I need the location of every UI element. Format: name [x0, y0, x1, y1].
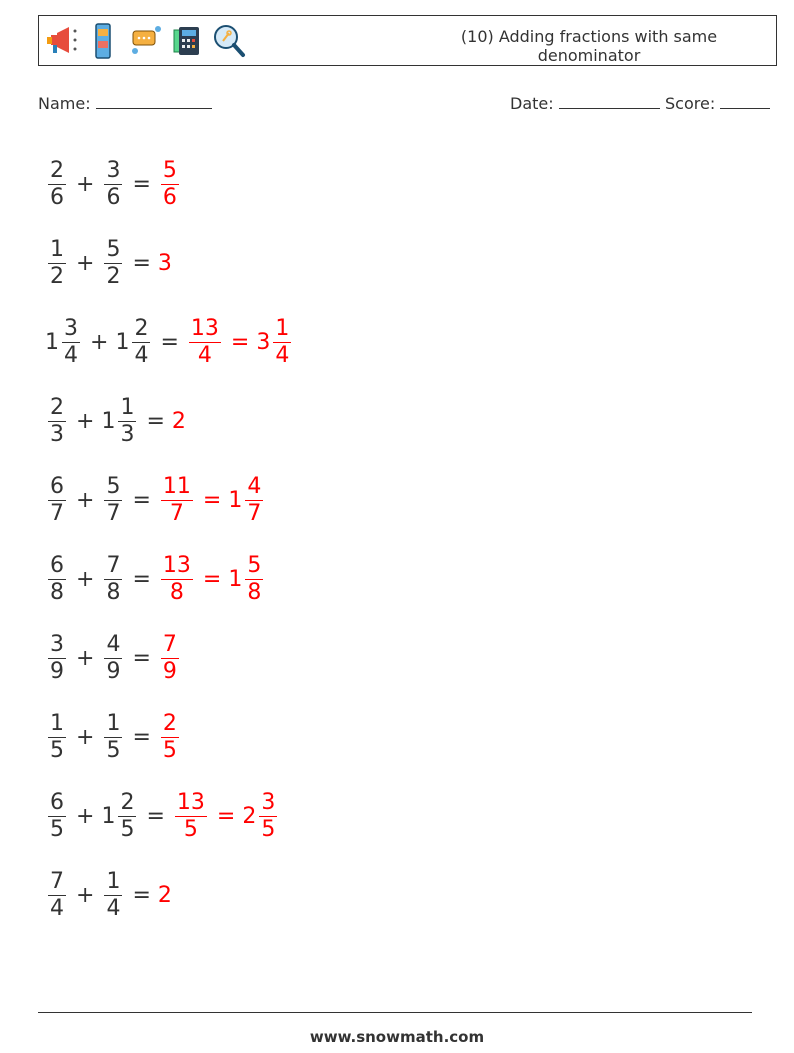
answer-integer: 2 — [157, 883, 172, 908]
denominator: 7 — [106, 501, 121, 527]
equals-sign: = — [202, 488, 222, 513]
fraction — [48, 869, 66, 923]
denominator: 7 — [169, 501, 184, 527]
equals-sign: = — [230, 330, 250, 355]
denominator: 9 — [50, 659, 64, 685]
denominator: 6 — [106, 185, 121, 211]
denominator: 4 — [106, 896, 121, 922]
numerator: 1 — [106, 868, 121, 894]
denominator: 4 — [64, 343, 78, 369]
denominator: 5 — [261, 817, 276, 843]
operand — [101, 553, 125, 607]
numerator: 2 — [50, 394, 64, 420]
fraction — [48, 474, 66, 528]
whole-number: 1 — [115, 330, 130, 355]
numerator: 1 — [50, 710, 64, 736]
denominator: 8 — [247, 580, 262, 606]
denominator: 2 — [106, 264, 121, 290]
numerator: 3 — [261, 789, 276, 815]
problem-row — [45, 145, 294, 224]
numerator: 2 — [50, 157, 64, 183]
equals-sign: = — [202, 567, 222, 592]
numerator: 3 — [64, 315, 78, 341]
fraction — [132, 316, 150, 370]
operand — [45, 237, 69, 291]
numerator: 1 — [275, 315, 290, 341]
operand — [45, 395, 69, 449]
answer — [172, 790, 280, 844]
denominator: 4 — [134, 343, 149, 369]
denominator: 6 — [162, 185, 177, 211]
operand — [45, 158, 69, 212]
numerator: 7 — [106, 552, 121, 578]
whole-number: 1 — [45, 330, 59, 355]
fraction — [118, 790, 136, 844]
magnifier-icon — [211, 21, 247, 61]
denominator: 3 — [120, 422, 135, 448]
numerator: 5 — [162, 157, 177, 183]
whole-number: 1 — [101, 409, 116, 434]
plus-sign: + — [76, 488, 95, 513]
denominator: 8 — [106, 580, 121, 606]
denominator: 3 — [50, 422, 64, 448]
answer — [186, 316, 294, 370]
denominator: 7 — [247, 501, 262, 527]
plus-sign: + — [76, 172, 95, 197]
fraction — [161, 158, 179, 212]
numerator: 13 — [162, 552, 191, 578]
operand — [45, 553, 69, 607]
score-blank[interactable] — [720, 93, 770, 109]
fraction — [48, 632, 66, 686]
score-label: Score: — [665, 94, 716, 113]
denominator: 2 — [50, 264, 64, 290]
problem-row — [45, 856, 294, 935]
operand — [101, 711, 125, 765]
worksheet-header — [38, 15, 777, 66]
fraction — [104, 237, 122, 291]
fraction — [104, 869, 122, 923]
numerator: 7 — [162, 631, 177, 657]
denominator: 5 — [50, 817, 64, 843]
equals-sign: = — [132, 251, 151, 276]
numerator: 3 — [50, 631, 64, 657]
problem-row — [45, 698, 294, 777]
fraction — [259, 790, 277, 844]
fraction — [48, 711, 66, 765]
whole-number: 1 — [228, 567, 243, 592]
fraction — [189, 316, 221, 370]
numerator: 1 — [120, 394, 135, 420]
fraction — [175, 790, 207, 844]
fraction — [245, 553, 263, 607]
fraction — [48, 395, 66, 449]
answer-integer: 3 — [157, 251, 172, 276]
equals-sign: = — [132, 883, 151, 908]
worksheet-title: (10) Adding fractions with same denominator — [460, 27, 718, 65]
equals-sign: = — [132, 567, 151, 592]
fraction — [104, 632, 122, 686]
numerator: 2 — [120, 789, 135, 815]
header-icons — [43, 20, 247, 62]
numerator: 1 — [106, 710, 121, 736]
answer-integer: 2 — [171, 409, 186, 434]
numerator: 13 — [190, 315, 219, 341]
fraction — [161, 711, 179, 765]
whole-number: 1 — [101, 804, 116, 829]
fraction — [118, 395, 136, 449]
problem-row — [45, 777, 294, 856]
problem-row — [45, 461, 294, 540]
fraction — [62, 316, 80, 370]
answer — [158, 632, 182, 686]
whole-number: 1 — [228, 488, 243, 513]
numerator: 4 — [106, 631, 121, 657]
numerator: 2 — [162, 710, 177, 736]
plus-sign: + — [76, 883, 95, 908]
fraction — [273, 316, 291, 370]
operand — [45, 316, 83, 370]
whole-number: 2 — [242, 804, 257, 829]
equals-sign: = — [160, 330, 179, 355]
operand — [101, 632, 125, 686]
operand — [45, 632, 69, 686]
operand — [45, 474, 69, 528]
footer-divider — [38, 1012, 752, 1013]
equals-sign: = — [132, 725, 151, 750]
plus-sign: + — [76, 804, 95, 829]
fraction — [48, 553, 66, 607]
answer — [158, 553, 266, 607]
plus-sign: + — [76, 567, 95, 592]
numerator: 11 — [162, 473, 191, 499]
fraction — [161, 474, 193, 528]
plus-sign: + — [76, 409, 95, 434]
plus-sign: + — [76, 646, 95, 671]
denominator: 6 — [50, 185, 64, 211]
problem-list — [45, 145, 294, 935]
denominator: 5 — [183, 817, 198, 843]
operand — [101, 790, 139, 844]
denominator: 8 — [169, 580, 184, 606]
fraction — [104, 711, 122, 765]
problem-row — [45, 382, 294, 461]
name-field[interactable] — [38, 93, 212, 113]
footer-url: www.snowmath.com — [309, 1028, 485, 1046]
equals-sign: = — [216, 804, 236, 829]
calculator-icon — [169, 21, 205, 61]
fraction — [104, 474, 122, 528]
operand — [101, 237, 125, 291]
operand — [45, 790, 69, 844]
denominator: 8 — [50, 580, 64, 606]
operand — [115, 316, 153, 370]
operand — [45, 869, 69, 923]
numerator: 5 — [106, 473, 121, 499]
equals-sign: = — [146, 804, 165, 829]
denominator: 4 — [197, 343, 212, 369]
answer — [158, 711, 182, 765]
plus-sign: + — [76, 725, 95, 750]
problem-row — [45, 540, 294, 619]
denominator: 5 — [50, 738, 64, 764]
equals-sign: = — [132, 172, 151, 197]
problem-row — [45, 224, 294, 303]
operand — [101, 395, 139, 449]
fraction — [161, 632, 179, 686]
operand — [45, 711, 69, 765]
date-blank[interactable] — [559, 93, 660, 109]
operand — [101, 158, 125, 212]
equals-sign: = — [132, 646, 151, 671]
plus-sign: + — [90, 330, 109, 355]
numerator: 5 — [247, 552, 262, 578]
score-field[interactable] — [665, 93, 770, 113]
plus-sign: + — [76, 251, 95, 276]
answer — [158, 474, 266, 528]
numerator: 6 — [50, 789, 64, 815]
answer — [172, 409, 186, 434]
numerator: 3 — [106, 157, 121, 183]
numerator: 4 — [247, 473, 262, 499]
numerator: 6 — [50, 552, 64, 578]
answer — [158, 251, 172, 276]
equals-sign: = — [146, 409, 165, 434]
denominator: 5 — [162, 738, 177, 764]
denominator: 9 — [162, 659, 177, 685]
operand — [101, 869, 125, 923]
problem-row — [45, 303, 294, 382]
denominator: 5 — [120, 817, 135, 843]
fraction — [161, 553, 193, 607]
phone-icon — [85, 21, 121, 61]
denominator: 7 — [50, 501, 64, 527]
numerator: 6 — [50, 473, 64, 499]
name-blank[interactable] — [96, 93, 212, 109]
equals-sign: = — [132, 488, 151, 513]
denominator: 5 — [106, 738, 121, 764]
problem-row — [45, 619, 294, 698]
megaphone-icon — [43, 21, 79, 61]
fraction — [104, 553, 122, 607]
denominator: 9 — [106, 659, 121, 685]
numerator: 2 — [134, 315, 149, 341]
fraction — [48, 158, 66, 212]
operand — [101, 474, 125, 528]
answer — [158, 883, 172, 908]
fraction — [104, 158, 122, 212]
numerator: 1 — [50, 236, 64, 262]
numerator: 13 — [176, 789, 205, 815]
name-label: Name: — [38, 94, 91, 113]
denominator: 4 — [275, 343, 290, 369]
chat-icon — [127, 21, 163, 61]
whole-number: 3 — [256, 330, 271, 355]
date-field[interactable] — [510, 93, 660, 113]
denominator: 4 — [50, 896, 64, 922]
numerator: 7 — [50, 868, 64, 894]
numerator: 5 — [106, 236, 121, 262]
fraction — [48, 790, 66, 844]
fraction — [245, 474, 263, 528]
answer — [158, 158, 182, 212]
date-label: Date: — [510, 94, 554, 113]
fraction — [48, 237, 66, 291]
